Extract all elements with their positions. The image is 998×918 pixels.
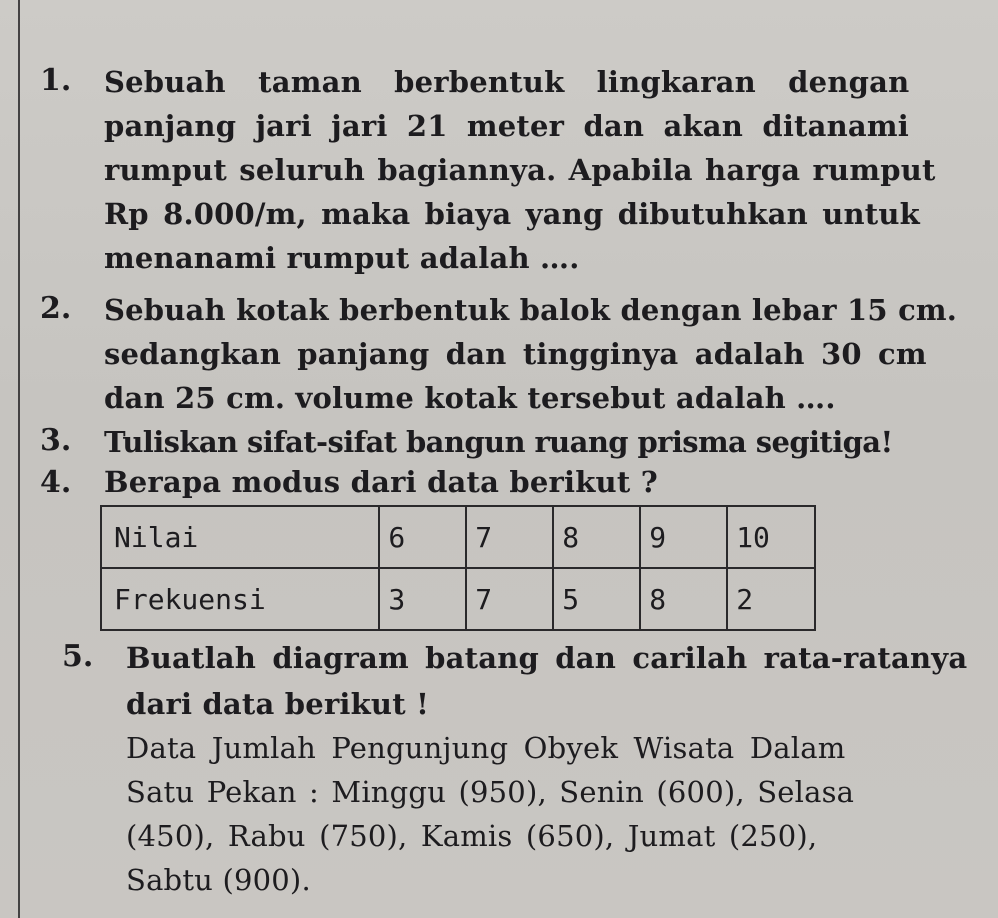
question-5-line-1: Buatlah diagram batang dan carilah rata-ratanya [126,641,968,675]
table-row-frekuensi [101,568,815,630]
question-1-line-2: panjang jari jari 21 meter dan akan ditanami [104,109,910,143]
question-1-line-1: Sebuah taman berbentuk lingkaran dengan [104,65,910,99]
question-2-line-3: dan 25 cm. volume kotak tersebut adalah …. [104,381,836,415]
margin-line [18,0,20,918]
question-3-line-1: Tuliskan sifat-sifat bangun ruang prisma segitiga! [104,425,893,459]
question-1-line-5: menanami rumput adalah …. [104,241,580,275]
question-3-number: 3. [40,423,72,458]
table-cell-value: 10 [727,506,815,568]
table-cell-frequency: 2 [727,568,815,630]
question-1-line-3: rumput seluruh bagiannya. Apabila harga rumput [104,153,936,187]
question-1-number: 1. [40,63,72,98]
table-cell-frequency: 7 [466,568,553,630]
frequency-table [100,505,816,631]
table-row-label-frekuensi: Frekuensi [101,568,379,630]
question-5-line-4: Satu Pekan : Minggu (950), Senin (600), Selasa [126,775,855,809]
table-row-nilai [101,506,815,568]
question-2-number: 2. [40,291,72,326]
question-5-line-6: Sabtu (900). [126,863,311,897]
table-cell-value: 6 [379,506,466,568]
table-cell-value: 7 [466,506,553,568]
question-5-line-2: dari data berikut ! [126,687,430,721]
question-2-line-2: sedangkan panjang dan tingginya adalah 30 cm [104,337,927,371]
table-row-label-nilai: Nilai [101,506,379,568]
question-2-line-1: Sebuah kotak berbentuk balok dengan lebar 15 cm. [104,293,958,327]
table-cell-frequency: 5 [553,568,640,630]
table-cell-frequency: 8 [640,568,727,630]
question-5-number: 5. [62,639,94,674]
question-4-number: 4. [40,465,72,500]
table-cell-frequency: 3 [379,568,466,630]
question-5-line-5: (450), Rabu (750), Kamis (650), Jumat (250), [126,819,818,853]
table-cell-value: 8 [553,506,640,568]
question-5-line-3: Data Jumlah Pengunjung Obyek Wisata Dalam [126,731,846,765]
question-1-line-4: Rp 8.000/m, maka biaya yang dibutuhkan untuk [104,197,920,231]
question-4-line-1: Berapa modus dari data berikut ? [104,465,658,499]
table-cell-value: 9 [640,506,727,568]
